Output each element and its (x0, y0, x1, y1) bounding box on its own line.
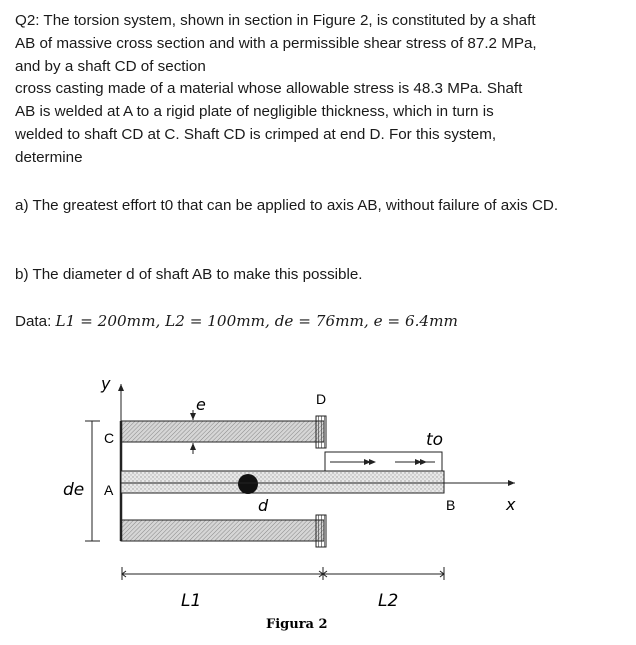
shaft-diameter-marker (238, 474, 258, 494)
label-l1: L1 (181, 591, 202, 611)
figure-caption: Figura 2 (266, 617, 328, 632)
intro-line-5: AB is welded at A to a rigid plate of negligible thickness, which in turn is (15, 103, 494, 121)
label-b: B (446, 497, 456, 513)
label-x: x (506, 495, 516, 514)
label-l2: L2 (378, 591, 399, 611)
label-a: A (104, 482, 114, 498)
data-values: L1 = 200mm, L2 = 100mm, de = 76mm, e = 6.4mm (55, 312, 458, 330)
intro-line-6: welded to shaft CD at C. Shaft CD is crimped at end D. For this system, (15, 125, 497, 143)
part-a: a) The greatest effort t0 that can be applied to axis AB, without failure of axis CD. (15, 197, 559, 214)
intro-line-3: and by a shaft CD of section (15, 57, 206, 75)
intro-line-1: Q2: The torsion system, shown in section in Figure 2, is constituted by a shaft (15, 12, 536, 29)
tube-top-wall (121, 421, 324, 442)
tube-bottom-wall (121, 520, 324, 541)
label-shaft-d: d (258, 496, 269, 515)
label-to: to (426, 430, 444, 450)
label-e: e (196, 395, 206, 414)
support-d-bottom (316, 515, 326, 547)
support-d-top (316, 416, 326, 448)
part-b: b) The diameter d of shaft AB to make this possible. (15, 266, 363, 283)
label-y: y (101, 374, 111, 393)
label-de: de (63, 480, 85, 500)
label-c: C (104, 430, 115, 446)
label-d-support: D (316, 391, 327, 407)
intro-line-7: determine (15, 148, 83, 166)
data-prefix: Data: (15, 313, 52, 330)
torque-arrowhead-left (364, 459, 376, 465)
intro-line-4: cross casting made of a material whose allowable stress is 48.3 MPa. Shaft (15, 80, 523, 98)
torque-arrowhead-right (415, 459, 427, 465)
intro-line-2: AB of massive cross section and with a permissible shear stress of 87.2 MPa, (15, 34, 537, 52)
shaft-ab (121, 471, 444, 493)
